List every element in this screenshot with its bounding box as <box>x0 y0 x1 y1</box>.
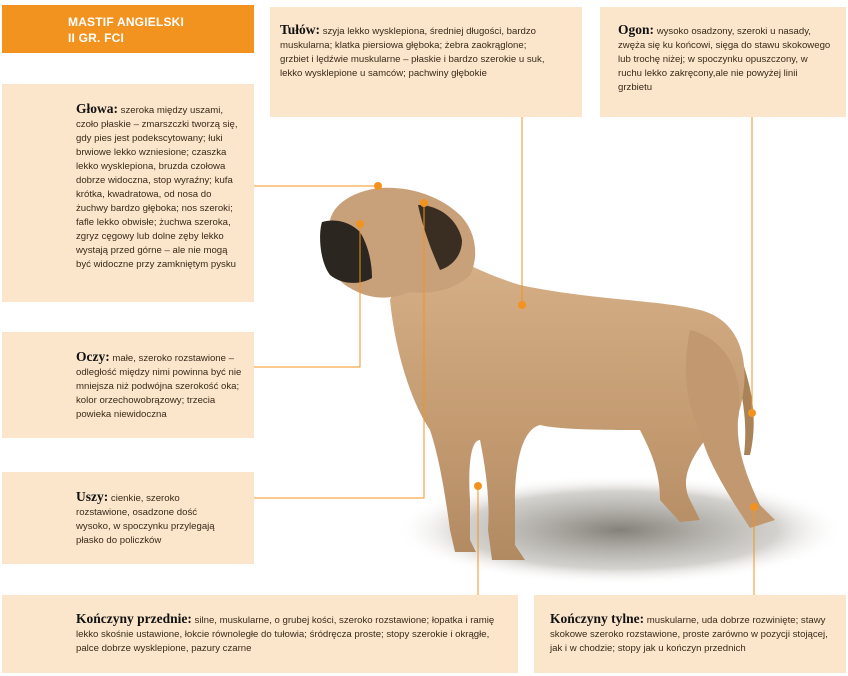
section-oczy <box>2 332 254 438</box>
label-glowa: Głowa: <box>76 101 118 116</box>
text-konczyny-tylne: muskularne, uda dobrze rozwinięte; stawy skokowe szeroko rozstawione, proste zarówno w pozycji stojącej, jak i w chodzie; stopy jak u kończyn przednich <box>550 615 828 654</box>
text-uszy: cienkie, szeroko rozstawione, osadzone dość wysoko, w spoczynku przylegają płasko do policzków <box>76 493 215 546</box>
section-konczyny-tylne <box>534 595 846 673</box>
text-glowa: szeroka między uszami, czoło płaskie – zmarszczki tworzą się, gdy pies jest podekscytowany; łuki brwiowe lekko wzniesione; czaszka lekko wysklepiona, bruzda czołowa dobrze widoczna, stop wyraźny; kufa krótka, kwadratowa, od nosa do żuchwy bardzo głęboka; nos szeroki; fafle lekko obwisłe; żuchwa szeroka, zgryz cęgowy lub dolne zęby lekko wystają przed górne – ale nie mogą być widoczne przy zamkniętym pysku <box>76 105 238 270</box>
label-konczyny-przednie: Kończyny przednie: <box>76 611 192 626</box>
label-ogon: Ogon: <box>618 22 655 37</box>
dot-tulow <box>518 301 526 309</box>
breed-group: II GR. FCI <box>68 31 124 45</box>
dot-ogon <box>748 409 756 417</box>
label-tulow: Tułów: <box>280 22 321 37</box>
section-glowa <box>2 84 254 302</box>
label-oczy: Oczy: <box>76 349 110 364</box>
text-oczy: małe, szeroko rozstawione – odległość między nimi powinna być nie mniejsza niż podwójna szerokość oka; kolor orzechowobrązowy; trzecia powieka niewidoczna <box>76 353 242 420</box>
section-tulow <box>270 7 582 117</box>
section-uszy <box>2 472 254 564</box>
dot-oczy <box>356 220 364 228</box>
section-ogon <box>600 7 846 117</box>
dot-glowa <box>374 182 382 190</box>
dot-tylne <box>750 503 758 511</box>
breed-title <box>2 5 254 53</box>
label-konczyny-tylne: Kończyny tylne: <box>550 611 645 626</box>
text-ogon: wysoko osadzony, szeroki u nasady, zwęża się ku końcowi, sięga do stawu skokowego lub trochę niżej; w spoczynku opuszczony, w ruchu lekko zakręcony,ale nie powyżej linii grzbietu <box>618 26 831 93</box>
breed-name: MASTIF ANGIELSKI <box>68 15 185 29</box>
text-tulow: szyja lekko wysklepiona, średniej długości, bardzo muskularna; klatka piersiowa głęboka; żebra zaokrąglone; grzbiet i lędźwie muskularne – płaskie i bardzo szerokie u suk, lekko wysklepione u samców; pachwiny głębokie <box>280 26 545 79</box>
label-uszy: Uszy: <box>76 489 109 504</box>
text-konczyny-przednie: silne, muskularne, o grubej kości, szeroko rozstawione; łopatka i ramię lekko skośnie ustawione, łokcie równoległe do tułowia; śródręcza proste; stopy szerokie i okrągłe, palce dobrze wysklepione, pazury czarne <box>76 615 495 654</box>
dot-przednie <box>474 482 482 490</box>
dot-uszy <box>420 199 428 207</box>
section-konczyny-przednie <box>2 595 518 673</box>
